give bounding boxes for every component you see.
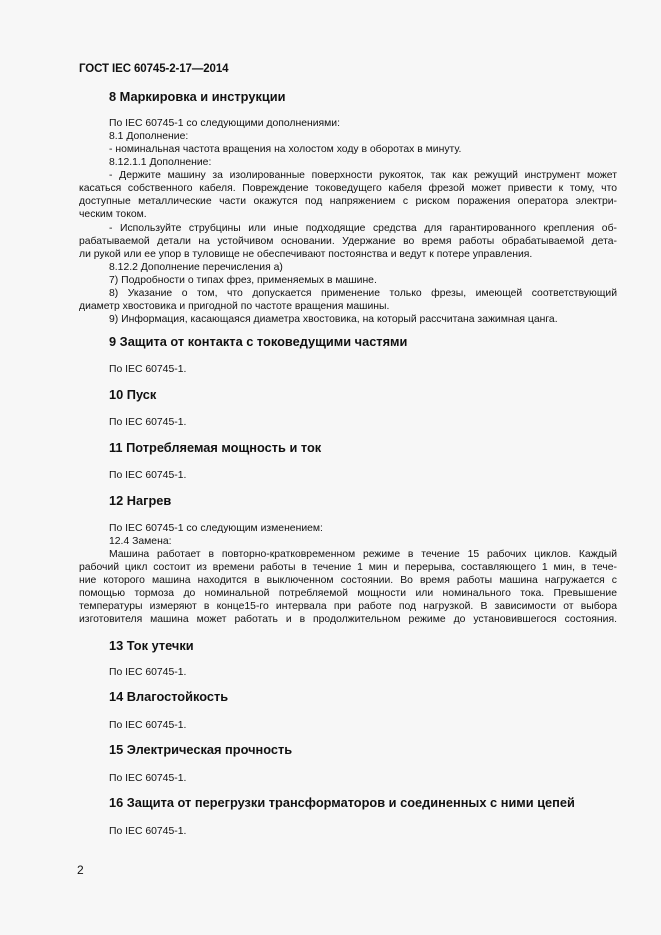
text-line: - номинальная частота вращения на холостом ходу в оборотах в минуту.	[109, 144, 462, 155]
text-line: температуры измеряют в конце15-го интервала при работе под нагрузкой. В зависимости от выбора	[79, 601, 617, 613]
section-body-14: По IEC 60745-1.	[109, 720, 187, 731]
page-number: 2	[77, 863, 84, 877]
section-heading-14: 14 Влагостойкость	[109, 689, 229, 704]
text-line: 12.4 Замена:	[109, 536, 172, 547]
text-line: 8) Указание о том, что допускается применение только фрезы, имеющей соответствующий	[109, 288, 617, 299]
text-line: ние которого машина находится в выключенном состоянии. Во время работы машина нагружается с	[79, 575, 617, 587]
text-line: касаться собственного кабеля. Повреждение токоведущего кабеля фрезой может привести к тому, что	[79, 183, 617, 195]
text-line: ческим током.	[79, 209, 147, 221]
section-heading-10: 10 Пуск	[109, 387, 157, 402]
text-line: - Держите машину за изолированные поверхности рукояток, так как режущий инструмент может	[109, 170, 617, 181]
text-line: изготовителя машина может работать и в продолжительном режиме до установившегося состояния.	[79, 614, 617, 626]
text-line: помощью тормоза до номинальной потребляемой мощности или номинального тока. Превышение	[79, 588, 617, 600]
text-line: По IEC 60745-1 со следующими дополнениями:	[109, 118, 340, 129]
section-heading-16: 16 Защита от перегрузки трансформаторов и соединенных с ними цепей	[109, 795, 575, 810]
text-line: 9) Информация, касающаяся диаметра хвостовика, на который рассчитана зажимная цанга.	[109, 314, 558, 325]
text-line: рабатываемой детали на устойчивом основании. Удержание во время работы обрабатываемой дета-	[79, 236, 617, 248]
section-heading-8: 8 Маркировка и инструкции	[109, 89, 286, 104]
section-body-13: По IEC 60745-1.	[109, 667, 187, 678]
section-body-16: По IEC 60745-1.	[109, 826, 187, 837]
text-line: 7) Подробности о типах фрез, применяемых в машине.	[109, 275, 377, 286]
text-line: рабочий цикл состоит из времени работы в течение 1 мин и перерыва, составляющего 1 мин, в тече-	[79, 562, 617, 574]
section-heading-11: 11 Потребляемая мощность и ток	[109, 440, 322, 455]
section-body-10: По IEC 60745-1.	[109, 417, 187, 428]
section-heading-9: 9 Защита от контакта с токоведущими частями	[109, 334, 408, 349]
section-body-15: По IEC 60745-1.	[109, 773, 187, 784]
paragraph-cable-warning	[79, 169, 617, 221]
text-line: - Используйте струбцины или иные подходящие средства для гарантированного крепления об-	[109, 223, 617, 234]
paragraph-item-8	[79, 287, 617, 313]
section-heading-15: 15 Электрическая прочность	[109, 742, 293, 757]
text-line: ли рукой или ее упор в туловище не обеспечивают постоянства и ведут к потере управления.	[79, 249, 533, 261]
document-header: ГОСТ IEC 60745-2-17—2014	[79, 63, 229, 75]
paragraph-clamp-warning	[79, 222, 617, 261]
section-heading-12: 12 Нагрев	[109, 493, 172, 508]
text-line: 8.12.2 Дополнение перечисления а)	[109, 262, 283, 273]
text-line: 8.12.1.1 Дополнение:	[109, 157, 212, 168]
section-body-9: По IEC 60745-1.	[109, 364, 187, 375]
text-line: доступные металлические части окажутся под напряжением с риском поражения оператора электри-	[79, 196, 617, 208]
section-heading-13: 13 Ток утечки	[109, 638, 194, 653]
paragraph-heating	[79, 548, 617, 627]
section-body-11: По IEC 60745-1.	[109, 470, 187, 481]
text-line: диаметр хвостовика и пригодной по частоте вращения машины.	[79, 301, 390, 313]
text-line: Машина работает в повторно-кратковременном режиме в течение 15 рабочих циклов. Каждый	[109, 549, 617, 560]
text-line: 8.1 Дополнение:	[109, 131, 189, 142]
text-line: По IEC 60745-1 со следующим изменением:	[109, 523, 323, 534]
